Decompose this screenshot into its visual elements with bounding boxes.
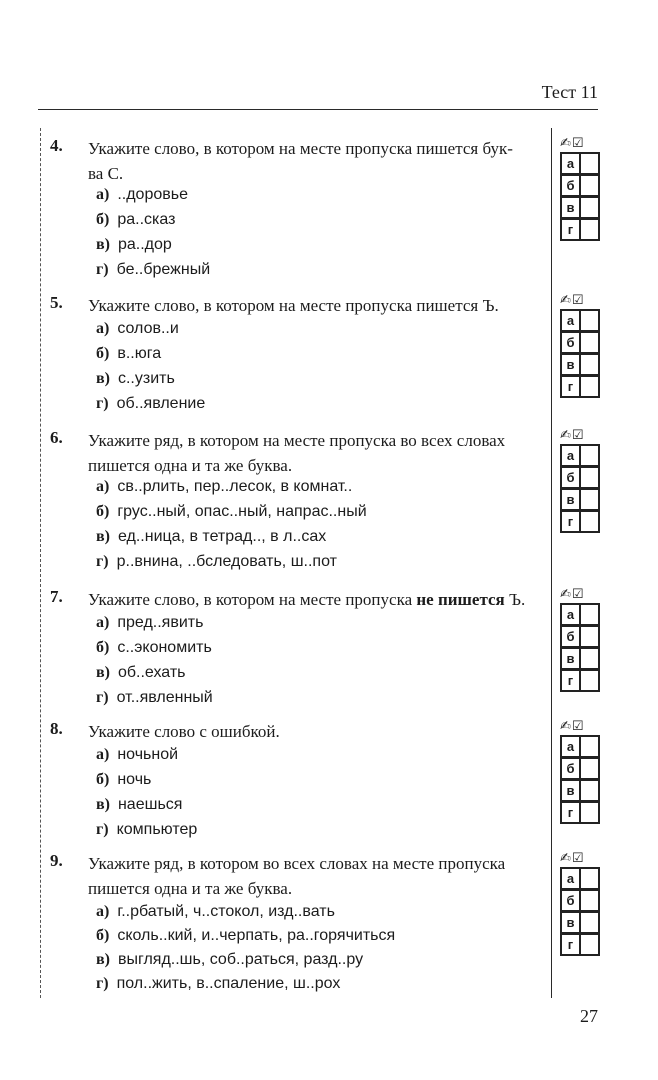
answer-checkbox[interactable] (581, 603, 600, 626)
answer-checkbox[interactable] (581, 466, 600, 489)
option-letter: б) (96, 771, 110, 788)
answer-grid (560, 587, 600, 691)
answer-checkbox[interactable] (581, 647, 600, 670)
option-text: р..внина, ..бследовать, ш..пот (116, 553, 337, 570)
answer-row-b[interactable] (560, 331, 600, 353)
answer-row-b[interactable] (560, 757, 600, 779)
option-a[interactable] (96, 320, 179, 338)
option-text: с..узить (117, 370, 175, 387)
answer-checkbox[interactable] (581, 801, 600, 824)
question-number: 4. (50, 136, 63, 155)
answer-row-g[interactable] (560, 669, 600, 691)
option-letter: а) (96, 320, 110, 337)
option-b[interactable] (96, 211, 175, 229)
answer-letter: г (560, 801, 581, 824)
page-number: 27 (580, 1006, 598, 1026)
answer-letter: г (560, 510, 581, 533)
option-g[interactable] (96, 975, 340, 993)
answer-letter: в (560, 779, 581, 802)
option-g[interactable] (96, 261, 210, 279)
question-text-line: Укажите слово с ошибкой. (88, 722, 280, 741)
option-text: бе..брежный (116, 261, 211, 278)
answer-checkbox[interactable] (581, 735, 600, 758)
option-v[interactable] (96, 951, 363, 969)
answer-checkbox[interactable] (581, 353, 600, 376)
answer-row-b[interactable] (560, 466, 600, 488)
option-text: ра..сказ (117, 211, 176, 228)
question-text-line: Укажите слово, в котором на месте пропуска пишется Ъ. (88, 296, 499, 315)
option-b[interactable] (96, 503, 367, 521)
option-text: с..экономить (117, 639, 212, 656)
option-letter: б) (96, 211, 110, 228)
answer-checkbox[interactable] (581, 889, 600, 912)
option-letter: г) (96, 821, 109, 838)
question-text-line: пишется одна и та же буква. (88, 879, 293, 898)
pen-checkbox-icon: ✍☑ (560, 428, 585, 443)
question-number: 9. (50, 851, 63, 870)
question-number: 5. (50, 293, 63, 312)
option-text: солов..и (117, 320, 179, 337)
option-letter: г) (96, 261, 109, 278)
option-b[interactable] (96, 345, 161, 363)
answer-checkbox[interactable] (581, 152, 600, 175)
question-text-line: ва С. (88, 164, 124, 183)
answer-letter: в (560, 911, 581, 934)
question-text (88, 428, 548, 478)
question-text (88, 136, 548, 186)
answer-letter: а (560, 152, 581, 175)
option-a[interactable] (96, 186, 188, 204)
option-text: от..явленный (116, 689, 213, 706)
answer-letter: г (560, 375, 581, 398)
option-text: ..доровье (117, 186, 188, 203)
option-g[interactable] (96, 553, 337, 571)
answer-row-v[interactable] (560, 353, 600, 375)
option-letter: а) (96, 186, 110, 203)
option-letter: г) (96, 689, 109, 706)
answer-grid (560, 851, 600, 955)
answer-row-v[interactable] (560, 779, 600, 801)
answer-row-g[interactable] (560, 801, 600, 823)
option-letter: в) (96, 528, 110, 545)
question-text (88, 587, 548, 612)
answer-letter: а (560, 444, 581, 467)
option-letter: а) (96, 903, 110, 920)
option-v[interactable] (96, 370, 175, 388)
answer-row-a[interactable] (560, 867, 600, 889)
option-v[interactable] (96, 796, 182, 814)
option-text: св..рлить, пер..лесок, в комнат.. (117, 478, 353, 495)
question-text (88, 719, 548, 744)
option-a[interactable] (96, 614, 203, 632)
answer-row-a[interactable] (560, 152, 600, 174)
pen-checkbox-icon: ✍☑ (560, 293, 585, 308)
option-g[interactable] (96, 395, 205, 413)
option-text: ночьной (117, 746, 179, 763)
answer-checkbox[interactable] (581, 309, 600, 332)
answer-row-g[interactable] (560, 933, 600, 955)
answer-row-v[interactable] (560, 911, 600, 933)
option-text: в..юга (117, 345, 162, 362)
question-text-part: Ъ. (504, 590, 526, 609)
option-letter: г) (96, 975, 109, 992)
answer-row-b[interactable] (560, 174, 600, 196)
question-text-line: Укажите ряд, в котором на месте пропуска во всех словах (88, 431, 506, 450)
option-text: пред..явить (117, 614, 204, 631)
option-text: наешься (117, 796, 183, 813)
option-letter: в) (96, 796, 110, 813)
answer-row-a[interactable] (560, 603, 600, 625)
option-g[interactable] (96, 821, 197, 839)
answer-row-a[interactable] (560, 735, 600, 757)
answer-row-b[interactable] (560, 889, 600, 911)
question-text-line: Укажите слово, в котором на месте пропуска пишется бук- (88, 139, 513, 158)
option-a[interactable] (96, 903, 335, 921)
option-text: грус..ный, опас..ный, напрас..ный (117, 503, 367, 520)
answer-row-g[interactable] (560, 375, 600, 397)
answer-letter: в (560, 196, 581, 219)
answer-letter: в (560, 647, 581, 670)
option-text: пол..жить, в..спаление, ш..рох (116, 975, 341, 992)
answer-checkbox[interactable] (581, 669, 600, 692)
answer-checkbox[interactable] (581, 757, 600, 780)
answer-letter: в (560, 353, 581, 376)
answer-letter: б (560, 174, 581, 197)
answer-checkbox[interactable] (581, 488, 600, 511)
answer-letter: в (560, 488, 581, 511)
answer-letter: б (560, 889, 581, 912)
option-text: ра..дор (117, 236, 172, 253)
option-letter: а) (96, 614, 110, 631)
answer-grid (560, 719, 600, 823)
answer-column-rule (551, 128, 552, 998)
option-text: об..ехать (117, 664, 186, 681)
option-text: ночь (117, 771, 152, 788)
option-b[interactable] (96, 771, 151, 789)
answer-letter: а (560, 735, 581, 758)
question-text (88, 293, 548, 318)
option-text: об..явление (116, 395, 206, 412)
header-rule (38, 109, 598, 110)
answer-letter: а (560, 603, 581, 626)
option-v[interactable] (96, 236, 172, 254)
answer-grid (560, 136, 600, 240)
option-letter: в) (96, 664, 110, 681)
option-text: сколь..кий, и..черпать, ра..горячиться (117, 927, 396, 944)
pen-checkbox-icon: ✍☑ (560, 719, 585, 734)
question-text-line: Укажите ряд, в котором во всех словах на месте пропуска (88, 854, 506, 873)
answer-checkbox[interactable] (581, 510, 600, 533)
answer-row-v[interactable] (560, 488, 600, 510)
question-text-part: Укажите слово, в котором на месте пропуска (88, 590, 417, 609)
option-letter: б) (96, 345, 110, 362)
option-v[interactable] (96, 528, 326, 546)
question-number: 7. (50, 587, 63, 606)
answer-checkbox[interactable] (581, 933, 600, 956)
answer-row-v[interactable] (560, 647, 600, 669)
answer-checkbox[interactable] (581, 331, 600, 354)
option-text: компьютер (116, 821, 198, 838)
option-v[interactable] (96, 664, 186, 682)
question-text (88, 851, 548, 901)
question-number: 8. (50, 719, 63, 738)
pen-checkbox-icon: ✍☑ (560, 587, 585, 602)
answer-checkbox[interactable] (581, 911, 600, 934)
answer-letter: б (560, 625, 581, 648)
answer-letter: г (560, 669, 581, 692)
answer-checkbox[interactable] (581, 444, 600, 467)
option-letter: а) (96, 746, 110, 763)
option-letter: г) (96, 553, 109, 570)
answer-checkbox[interactable] (581, 375, 600, 398)
answer-checkbox[interactable] (581, 196, 600, 219)
header-title: Тест 11 (541, 82, 598, 102)
option-text: г..рбатый, ч..стокол, изд..вать (117, 903, 335, 920)
option-letter: г) (96, 395, 109, 412)
answer-row-b[interactable] (560, 625, 600, 647)
answer-letter: а (560, 309, 581, 332)
answer-letter: б (560, 331, 581, 354)
option-g[interactable] (96, 689, 213, 707)
answer-grid (560, 293, 600, 397)
pen-checkbox-icon: ✍☑ (560, 851, 585, 866)
answer-checkbox[interactable] (581, 174, 600, 197)
option-b[interactable] (96, 639, 212, 657)
option-letter: б) (96, 639, 110, 656)
question-text-line: пишется одна и та же буква. (88, 456, 293, 475)
option-text: ед..ница, в тетрад.., в л..сах (117, 528, 327, 545)
answer-letter: б (560, 757, 581, 780)
option-letter: в) (96, 951, 110, 968)
option-letter: б) (96, 927, 110, 944)
left-margin-dashed-rule (40, 128, 41, 998)
answer-row-g[interactable] (560, 218, 600, 240)
option-b[interactable] (96, 927, 395, 945)
question-number: 6. (50, 428, 63, 447)
answer-letter: а (560, 867, 581, 890)
answer-row-v[interactable] (560, 196, 600, 218)
option-letter: в) (96, 370, 110, 387)
answer-checkbox[interactable] (581, 867, 600, 890)
answer-row-a[interactable] (560, 444, 600, 466)
answer-letter: г (560, 933, 581, 956)
option-letter: в) (96, 236, 110, 253)
option-text: выгляд..шь, соб..раться, разд..ру (117, 951, 364, 968)
pen-checkbox-icon: ✍☑ (560, 136, 585, 151)
answer-row-g[interactable] (560, 510, 600, 532)
answer-letter: б (560, 466, 581, 489)
option-letter: а) (96, 478, 110, 495)
answer-grid (560, 428, 600, 532)
answer-checkbox[interactable] (581, 625, 600, 648)
option-letter: б) (96, 503, 110, 520)
answer-letter: г (560, 218, 581, 241)
question-text-emphasis: не пишется (416, 590, 505, 609)
answer-checkbox[interactable] (581, 779, 600, 802)
option-a[interactable] (96, 478, 352, 496)
option-a[interactable] (96, 746, 178, 764)
answer-row-a[interactable] (560, 309, 600, 331)
answer-checkbox[interactable] (581, 218, 600, 241)
